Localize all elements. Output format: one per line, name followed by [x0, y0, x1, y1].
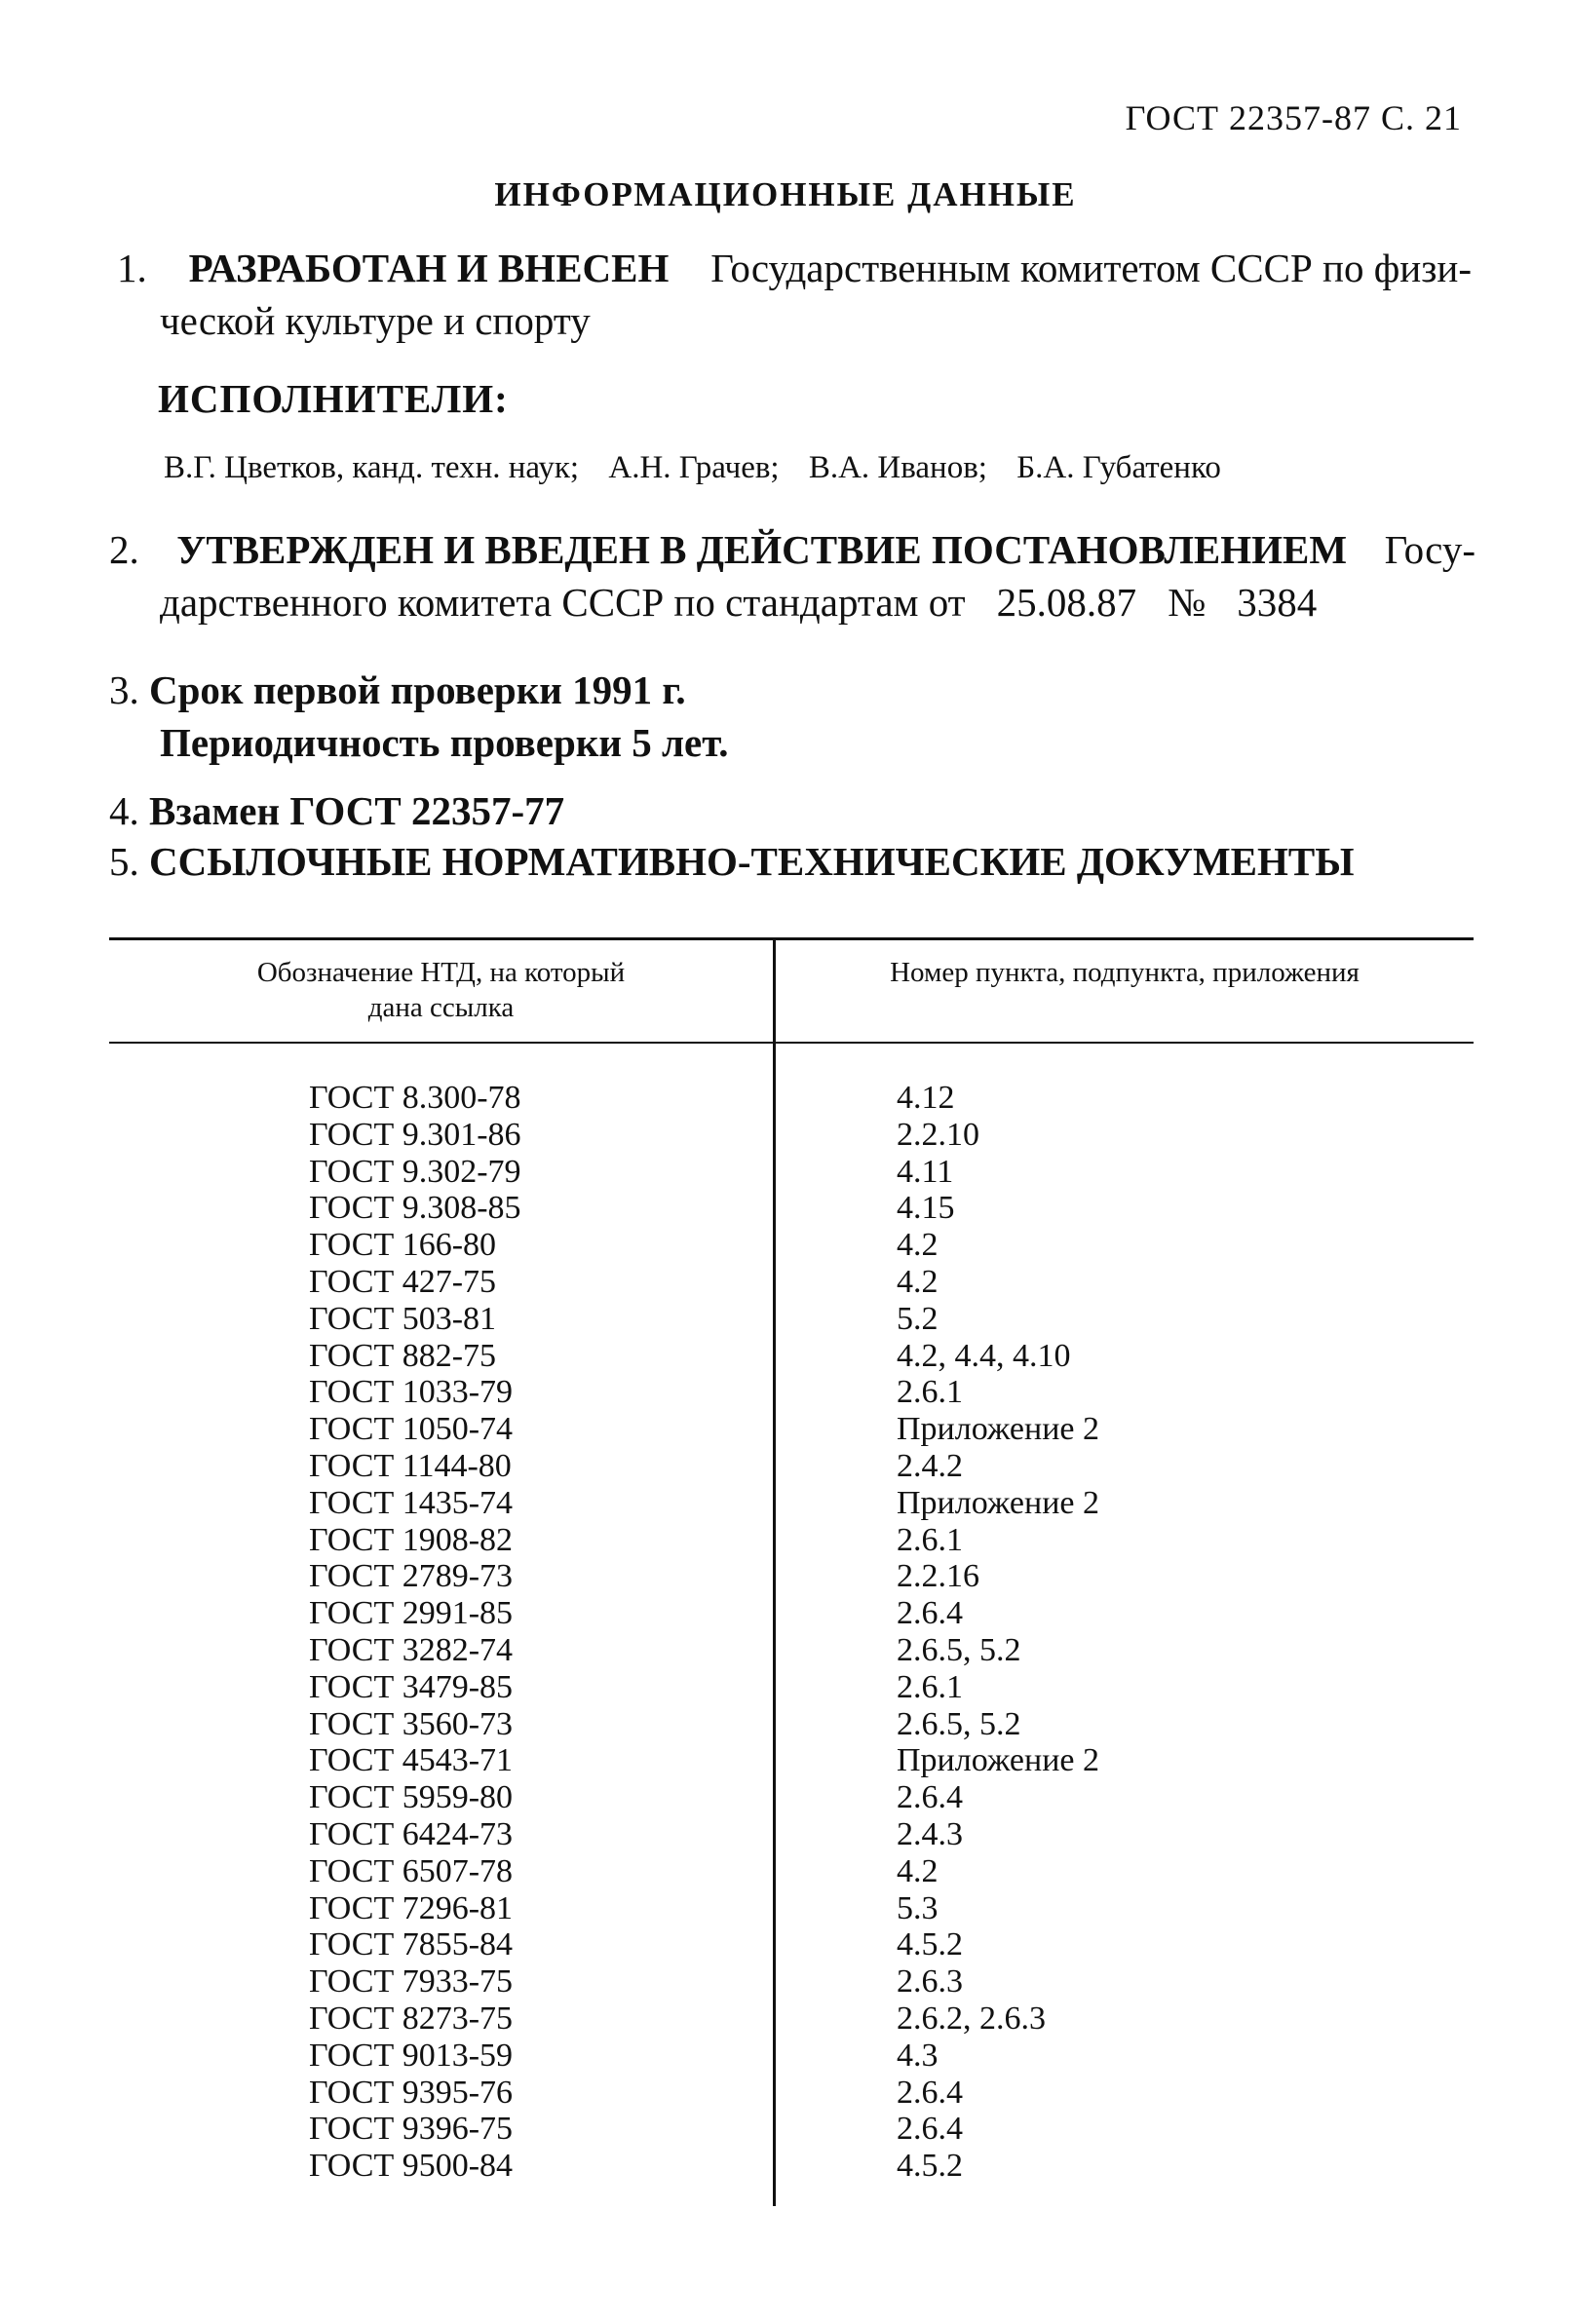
item-review: [109, 664, 729, 769]
table-row: [109, 1926, 1474, 1963]
item-text-continued: дарственного комитета СССР по стандартам от: [160, 580, 966, 625]
document-designation: ГОСТ 2789-73: [309, 1558, 514, 1595]
executor-name: А.Н. Грачев;: [608, 450, 780, 485]
clause-number: Приложение 2: [897, 1411, 1099, 1448]
table-row: [109, 1448, 1474, 1485]
clause-number: 2.2.16: [897, 1558, 979, 1595]
table-row: [109, 1558, 1474, 1595]
document-designation: ГОСТ 6424-73: [309, 1815, 514, 1852]
clause-number: 4.2: [897, 1852, 939, 1889]
clause-number: 2.6.4: [897, 2111, 963, 2148]
table-header-text: Обозначение НТД, на который: [256, 957, 626, 988]
document-designation: ГОСТ 1908-82: [309, 1521, 514, 1558]
replaces-text: Взамен ГОСТ 22357-77: [149, 788, 565, 833]
table-row: [109, 1595, 1474, 1632]
item-bold-text: УТВЕРЖДЕН И ВВЕДЕН В ДЕЙСТВИЕ ПОСТАНОВЛЕНИЕМ: [176, 527, 1348, 572]
item-text: Государственным комитетом СССР по физи-: [710, 246, 1472, 290]
table-header-text: дана ссылка: [367, 992, 515, 1023]
item-references: [109, 835, 1355, 888]
review-first: Срок первой проверки 1991 г.: [149, 667, 686, 712]
document-designation: ГОСТ 166-80: [309, 1227, 497, 1264]
table-row: [109, 2075, 1474, 2112]
document-designation: ГОСТ 8273-75: [309, 2000, 514, 2037]
table-row: [109, 1227, 1474, 1264]
clause-number: Приложение 2: [897, 1484, 1099, 1521]
document-designation: ГОСТ 427-75: [309, 1263, 497, 1300]
document-designation: ГОСТ 5959-80: [309, 1779, 514, 1816]
clause-number: 2.2.10: [897, 1116, 979, 1153]
clause-number: 2.6.1: [897, 1374, 963, 1411]
clause-number: 2.6.1: [897, 1668, 963, 1705]
table-row: [109, 2038, 1474, 2075]
table-row: [109, 1338, 1474, 1375]
clause-number: 4.12: [897, 1080, 955, 1116]
clause-number: 4.2: [897, 1227, 939, 1264]
table-row: [109, 1522, 1474, 1559]
item-number: 3.: [109, 667, 139, 712]
table-row: [109, 1632, 1474, 1669]
item-approved: [109, 523, 1475, 629]
clause-number: 4.5.2: [897, 2148, 963, 2185]
document-designation: ГОСТ 7933-75: [309, 1963, 514, 2000]
document-designation: ГОСТ 9396-75: [309, 2111, 514, 2148]
clause-number: 2.4.3: [897, 1815, 963, 1852]
clause-number: 4.2, 4.4, 4.10: [897, 1337, 1071, 1374]
table-header-clause: Номер пункта, подпункта, приложения: [890, 957, 1360, 988]
document-designation: ГОСТ 3479-85: [309, 1668, 514, 1705]
document-designation: ГОСТ 3282-74: [309, 1631, 514, 1668]
document-designation: ГОСТ 3560-73: [309, 1705, 514, 1742]
executor-name: В.А. Иванов;: [808, 450, 987, 485]
table-body: [109, 1080, 1474, 2185]
approval-date: 25.08.87: [996, 580, 1137, 625]
table-row: [109, 1779, 1474, 1816]
clause-number: 2.4.2: [897, 1447, 963, 1484]
table-row: [109, 1890, 1474, 1927]
executor-name: Б.А. Губатенко: [1016, 450, 1221, 485]
document-designation: ГОСТ 8.300-78: [309, 1080, 521, 1116]
document-designation: ГОСТ 9395-76: [309, 2074, 514, 2111]
table-row: [109, 1117, 1474, 1154]
clause-number: 2.6.5, 5.2: [897, 1705, 1021, 1742]
approval-number: 3384: [1237, 580, 1318, 625]
clause-number: 2.6.4: [897, 1595, 963, 1632]
table-row: [109, 1853, 1474, 1890]
clause-number: 2.6.1: [897, 1521, 963, 1558]
item-number: 4.: [109, 788, 139, 833]
clause-number: Приложение 2: [897, 1742, 1099, 1779]
table-row: [109, 2111, 1474, 2148]
table-row: [109, 1264, 1474, 1301]
table-row: [109, 1080, 1474, 1117]
item-text-continued: ческой культуре и спорту: [160, 298, 591, 343]
clause-number: 2.6.4: [897, 1779, 963, 1816]
clause-number: 4.11: [897, 1153, 954, 1190]
clause-number: 4.2: [897, 1263, 939, 1300]
executor-name: В.Г. Цветков, канд. техн. наук;: [164, 450, 580, 485]
table-row: [109, 1742, 1474, 1779]
references-table: [109, 937, 1474, 2204]
clause-number: 5.2: [897, 1300, 939, 1337]
page-header-reference: ГОСТ 22357-87 С. 21: [1125, 98, 1462, 137]
item-text: Госу-: [1384, 527, 1475, 572]
document-designation: ГОСТ 1144-80: [309, 1447, 512, 1484]
review-periodicity: Периодичность проверки 5 лет.: [160, 720, 729, 765]
document-designation: ГОСТ 1435-74: [309, 1484, 514, 1521]
item-developed: [117, 242, 1472, 347]
table-row: [109, 1706, 1474, 1743]
document-designation: ГОСТ 1033-79: [309, 1374, 514, 1411]
table-top-rule: [109, 937, 1474, 940]
table-row: [109, 1154, 1474, 1191]
clause-number: 4.3: [897, 2037, 939, 2074]
table-row: [109, 2000, 1474, 2038]
document-designation: ГОСТ 9013-59: [309, 2037, 514, 2074]
document-designation: ГОСТ 1050-74: [309, 1411, 514, 1448]
table-row: [109, 1963, 1474, 2000]
document-designation: ГОСТ 9.301-86: [309, 1116, 521, 1153]
clause-number: 2.6.2, 2.6.3: [897, 2000, 1046, 2037]
table-header-document: [109, 955, 773, 1025]
item-number: 5.: [109, 839, 139, 884]
item-replaces: [109, 784, 564, 837]
document-designation: ГОСТ 7296-81: [309, 1889, 514, 1926]
clause-number: 2.6.5, 5.2: [897, 1631, 1021, 1668]
document-designation: ГОСТ 503-81: [309, 1300, 497, 1337]
number-sign: №: [1168, 580, 1207, 625]
clause-number: 4.5.2: [897, 1926, 963, 1963]
clause-number: 4.15: [897, 1190, 955, 1227]
document-designation: ГОСТ 4543-71: [309, 1742, 514, 1779]
item-bold-text: РАЗРАБОТАН И ВНЕСЕН: [188, 246, 670, 290]
executors-heading: ИСПОЛНИТЕЛИ:: [158, 376, 509, 421]
document-designation: ГОСТ 9.308-85: [309, 1190, 521, 1227]
document-designation: ГОСТ 9500-84: [309, 2148, 514, 2185]
executors-list: [164, 450, 1243, 486]
table-row: [109, 1485, 1474, 1522]
document-title: ИНФОРМАЦИОННЫЕ ДАННЫЕ: [494, 175, 1077, 213]
document-designation: ГОСТ 2991-85: [309, 1595, 514, 1632]
document-designation: ГОСТ 882-75: [309, 1337, 497, 1374]
document-designation: ГОСТ 9.302-79: [309, 1153, 521, 1190]
table-row: [109, 1669, 1474, 1706]
clause-number: 5.3: [897, 1889, 939, 1926]
document-designation: ГОСТ 7855-84: [309, 1926, 514, 1963]
table-row: [109, 1816, 1474, 1853]
item-number: 2.: [109, 527, 139, 572]
references-heading: ССЫЛОЧНЫЕ НОРМАТИВНО-ТЕХНИЧЕСКИЕ ДОКУМЕНТЫ: [149, 839, 1355, 884]
table-row: [109, 1190, 1474, 1227]
table-row: [109, 2148, 1474, 2185]
clause-number: 2.6.4: [897, 2074, 963, 2111]
table-row: [109, 1301, 1474, 1338]
table-row: [109, 1374, 1474, 1411]
table-header-rule: [109, 1042, 1474, 1044]
table-row: [109, 1411, 1474, 1448]
item-number: 1.: [117, 246, 147, 290]
clause-number: 2.6.3: [897, 1963, 963, 2000]
document-designation: ГОСТ 6507-78: [309, 1852, 514, 1889]
